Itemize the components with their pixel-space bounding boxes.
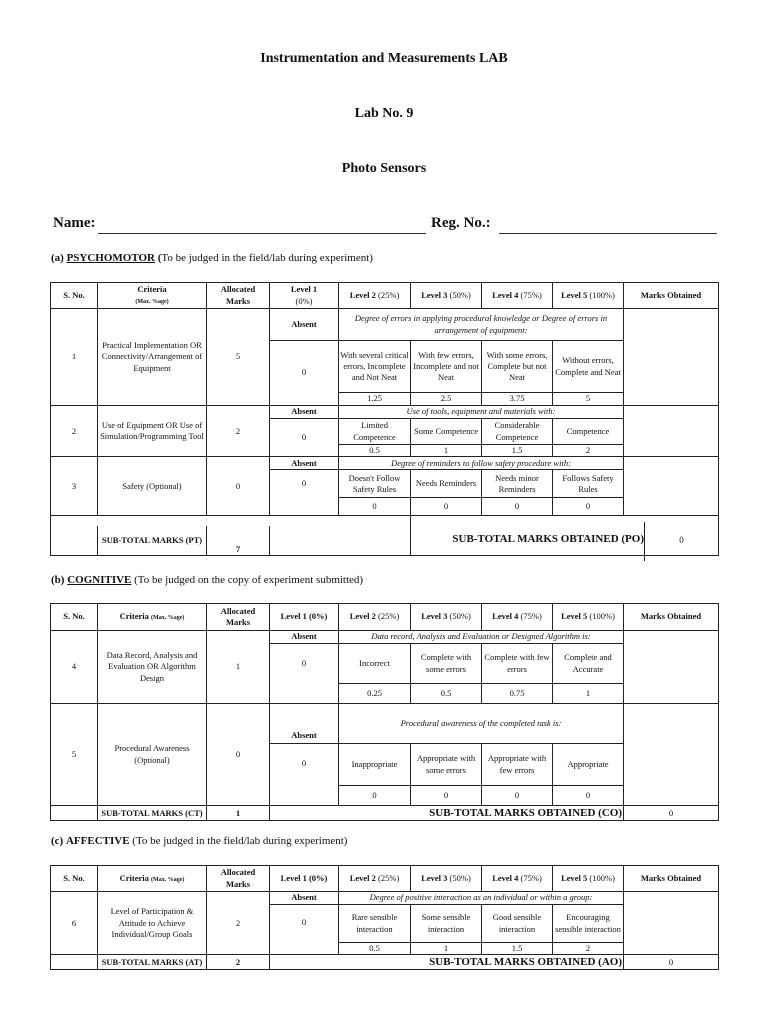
level1-score: 0 <box>270 341 339 406</box>
row-sno: 4 <box>51 631 98 704</box>
level4-score: 3.75 <box>482 393 553 406</box>
table-row <box>51 704 719 744</box>
row-sno: 5 <box>51 704 98 806</box>
subtotal-value: 2 <box>207 955 270 970</box>
level2-score: 0 <box>339 786 411 806</box>
level2-desc: Inappropriate <box>339 744 411 786</box>
level3-desc: With few errors, Incomplete and not Neat <box>411 341 482 393</box>
level3-score: 1 <box>411 943 482 955</box>
absent-label: Absent <box>270 892 339 905</box>
col-level5: Level 5 (100%) <box>553 604 624 631</box>
col-criteria: Criteria (Max. %age) <box>98 283 207 309</box>
header-row <box>51 866 719 892</box>
col-level2: Level 2 (25%) <box>339 604 411 631</box>
col-level2: Level 2 (25%) <box>339 283 411 309</box>
level-description: Degree of reminders to follow safety procedure with: <box>339 457 624 470</box>
row-criteria: Procedural Awareness (Optional) <box>98 704 207 806</box>
row-criteria: Data Record, Analysis and Evaluation OR Algorithm Design <box>98 631 207 704</box>
col-level4: Level 4 (75%) <box>482 604 553 631</box>
level2-desc: Doesn't Follow Safety Rules <box>339 470 411 498</box>
table-row <box>51 309 719 341</box>
level4-desc: Complete with few errors <box>482 644 553 684</box>
subtotal-obtained-label: SUB-TOTAL MARKS OBTAINED (AO) <box>270 955 624 970</box>
level3-desc: Needs Reminders <box>411 470 482 498</box>
row-allocated: 2 <box>207 892 270 955</box>
absent-label: Absent <box>270 406 339 419</box>
col-allocated: Allocated Marks <box>207 866 270 892</box>
col-level1: Level 1 (0%) <box>270 604 339 631</box>
level5-score: 5 <box>553 393 624 406</box>
col-level5: Level 5 (100%) <box>553 866 624 892</box>
level1-score: 0 <box>270 644 339 704</box>
level1-score: 0 <box>270 419 339 457</box>
level-description: Procedural awareness of the completed task is: <box>339 704 624 744</box>
level4-desc: Considerable Competence <box>482 419 553 445</box>
level4-desc: Good sensible interaction <box>482 905 553 943</box>
col-obtained: Marks Obtained <box>624 866 719 892</box>
level2-score: 1.25 <box>339 393 411 406</box>
marks-obtained-cell[interactable] <box>624 309 719 406</box>
name-label: Name: <box>53 215 96 231</box>
absent-label: Absent <box>270 631 339 644</box>
level1-score: 0 <box>270 905 339 955</box>
level-description: Degree of errors in applying procedural knowledge or Degree of errors in arrangement of equipment: <box>339 309 624 341</box>
marks-obtained-cell[interactable] <box>624 631 719 704</box>
col-level4: Level 4 (75%) <box>482 866 553 892</box>
level2-score: 0.5 <box>339 445 411 457</box>
col-level3: Level 3 (50%) <box>411 604 482 631</box>
level4-score: 0 <box>482 786 553 806</box>
row-allocated: 0 <box>207 704 270 806</box>
level2-desc: Rare sensible interaction <box>339 905 411 943</box>
name-field[interactable] <box>98 233 426 234</box>
level4-score: 0.75 <box>482 684 553 704</box>
row-criteria: Safety (Optional) <box>98 457 207 516</box>
level-description: Degree of positive interaction as an individual or within a group: <box>339 892 624 905</box>
level4-score: 0 <box>482 498 553 516</box>
level2-desc: Limited Competence <box>339 419 411 445</box>
level5-score: 0 <box>553 786 624 806</box>
subtotal-obtained-value[interactable]: 0 <box>679 535 684 545</box>
level2-score: 0.5 <box>339 943 411 955</box>
row-allocated: 1 <box>207 631 270 704</box>
lab-topic: Photo Sensors <box>341 161 427 176</box>
level5-desc: Follows Safety Rules <box>553 470 624 498</box>
level3-desc: Complete with some errors <box>411 644 482 684</box>
row-allocated: 2 <box>207 406 270 457</box>
table-row <box>51 631 719 644</box>
table-row <box>51 457 719 470</box>
level4-desc: Appropriate with few errors <box>482 744 553 786</box>
subtotal-obtained-value[interactable]: 0 <box>624 955 719 970</box>
section-psychomotor-heading: (a) PSYCHOMOTOR (To be judged in the field/lab during experiment) <box>51 252 373 264</box>
subtotal-row <box>51 806 719 821</box>
col-obtained: Marks Obtained <box>624 604 719 631</box>
absent-label: Absent <box>270 704 339 744</box>
level2-score: 0.25 <box>339 684 411 704</box>
absent-label: Absent <box>270 309 339 341</box>
level-description: Use of tools, equipment and materials with: <box>339 406 624 419</box>
psychomotor-table <box>50 282 719 556</box>
level4-score: 1.5 <box>482 943 553 955</box>
level2-desc: With several critical errors, Incomplete and Not Neat <box>339 341 411 393</box>
row-criteria: Level of Participation & Attitude to Achieve Individual/Group Goals <box>98 892 207 955</box>
level3-score: 0 <box>411 498 482 516</box>
level1-score: 0 <box>270 470 339 516</box>
subtotal-label: SUB-TOTAL MARKS (CT) <box>98 806 207 821</box>
subtotal-value: 1 <box>207 806 270 821</box>
section-affective-heading: (c) AFFECTIVE (To be judged in the field/lab during experiment) <box>51 835 348 847</box>
level-description: Data record, Analysis and Evaluation or Designed Algorithm is: <box>339 631 624 644</box>
col-obtained: Marks Obtained <box>624 283 719 309</box>
header-row <box>51 283 719 309</box>
level3-desc: Some sensible interaction <box>411 905 482 943</box>
level5-desc: Complete and Accurate <box>553 644 624 684</box>
marks-obtained-cell[interactable] <box>624 406 719 457</box>
level4-desc: Needs minor Reminders <box>482 470 553 498</box>
cognitive-table <box>50 603 719 821</box>
level5-desc: Competence <box>553 419 624 445</box>
col-sno: S. No. <box>51 604 98 631</box>
col-level5: Level 5 (100%) <box>553 283 624 309</box>
level3-score: 1 <box>411 445 482 457</box>
level3-desc: Some Competence <box>411 419 482 445</box>
header-row <box>51 604 719 631</box>
level4-score: 1.5 <box>482 445 553 457</box>
col-level3: Level 3 (50%) <box>411 866 482 892</box>
subtotal-obtained-label: SUB-TOTAL MARKS OBTAINED (PO) <box>452 533 644 545</box>
course-title: Instrumentation and Measurements LAB <box>260 51 508 66</box>
marks-obtained-cell[interactable] <box>624 704 719 806</box>
level2-desc: Incorrect <box>339 644 411 684</box>
col-level1: Level 1 (0%) <box>270 866 339 892</box>
level3-score: 0 <box>411 786 482 806</box>
col-criteria: Criteria (Max. %age) <box>98 866 207 892</box>
lab-number: Lab No. 9 <box>354 106 414 121</box>
table-row <box>51 406 719 419</box>
row-sno: 2 <box>51 406 98 457</box>
row-allocated: 0 <box>207 457 270 516</box>
level3-score: 0.5 <box>411 684 482 704</box>
row-sno: 6 <box>51 892 98 955</box>
subtotal-obtained-value[interactable]: 0 <box>624 806 719 821</box>
reg-label: Reg. No.: <box>431 215 491 231</box>
col-allocated: Allocated Marks <box>207 604 270 631</box>
level5-score: 0 <box>553 498 624 516</box>
subtotal-row <box>51 955 719 970</box>
col-level4: Level 4 (75%) <box>482 283 553 309</box>
subtotal-label: SUB-TOTAL MARKS (AT) <box>98 955 207 970</box>
row-criteria: Use of Equipment OR Use of Simulation/Programming Tool <box>98 406 207 457</box>
row-sno: 3 <box>51 457 98 516</box>
col-level2: Level 2 (25%) <box>339 866 411 892</box>
level5-desc: Encouraging sensible interaction <box>553 905 624 943</box>
subtotal-obtained-label: SUB-TOTAL MARKS OBTAINED (CO) <box>270 806 624 821</box>
col-level3: Level 3 (50%) <box>411 283 482 309</box>
table-row <box>51 892 719 905</box>
level3-desc: Appropriate with some errors <box>411 744 482 786</box>
level1-score: 0 <box>270 744 339 806</box>
col-sno: S. No. <box>51 866 98 892</box>
level5-score: 2 <box>553 445 624 457</box>
col-level1: Level 1 (0%) <box>270 283 339 309</box>
level5-score: 1 <box>553 684 624 704</box>
row-sno: 1 <box>51 309 98 406</box>
marks-obtained-cell[interactable] <box>624 892 719 955</box>
col-allocated: Allocated Marks <box>207 283 270 309</box>
affective-table <box>50 865 719 970</box>
absent-label: Absent <box>270 457 339 470</box>
level5-desc: Appropriate <box>553 744 624 786</box>
level5-score: 2 <box>553 943 624 955</box>
reg-field[interactable] <box>499 233 717 234</box>
marks-obtained-cell[interactable] <box>624 457 719 516</box>
subtotal-label: SUB-TOTAL MARKS (PT) <box>98 526 207 556</box>
level3-score: 2.5 <box>411 393 482 406</box>
col-criteria: Criteria (Max. %age) <box>98 604 207 631</box>
col-sno: S. No. <box>51 283 98 309</box>
level2-score: 0 <box>339 498 411 516</box>
level4-desc: With some errors, Complete but not Neat <box>482 341 553 393</box>
subtotal-value: 7 <box>207 526 270 556</box>
row-allocated: 5 <box>207 309 270 406</box>
level5-desc: Without errors, Complete and Neat <box>553 341 624 393</box>
row-criteria: Practical Implementation OR Connectivity/Arrangement of Equipment <box>98 309 207 406</box>
section-cognitive-heading: (b) COGNITIVE (To be judged on the copy of experiment submitted) <box>51 574 364 586</box>
